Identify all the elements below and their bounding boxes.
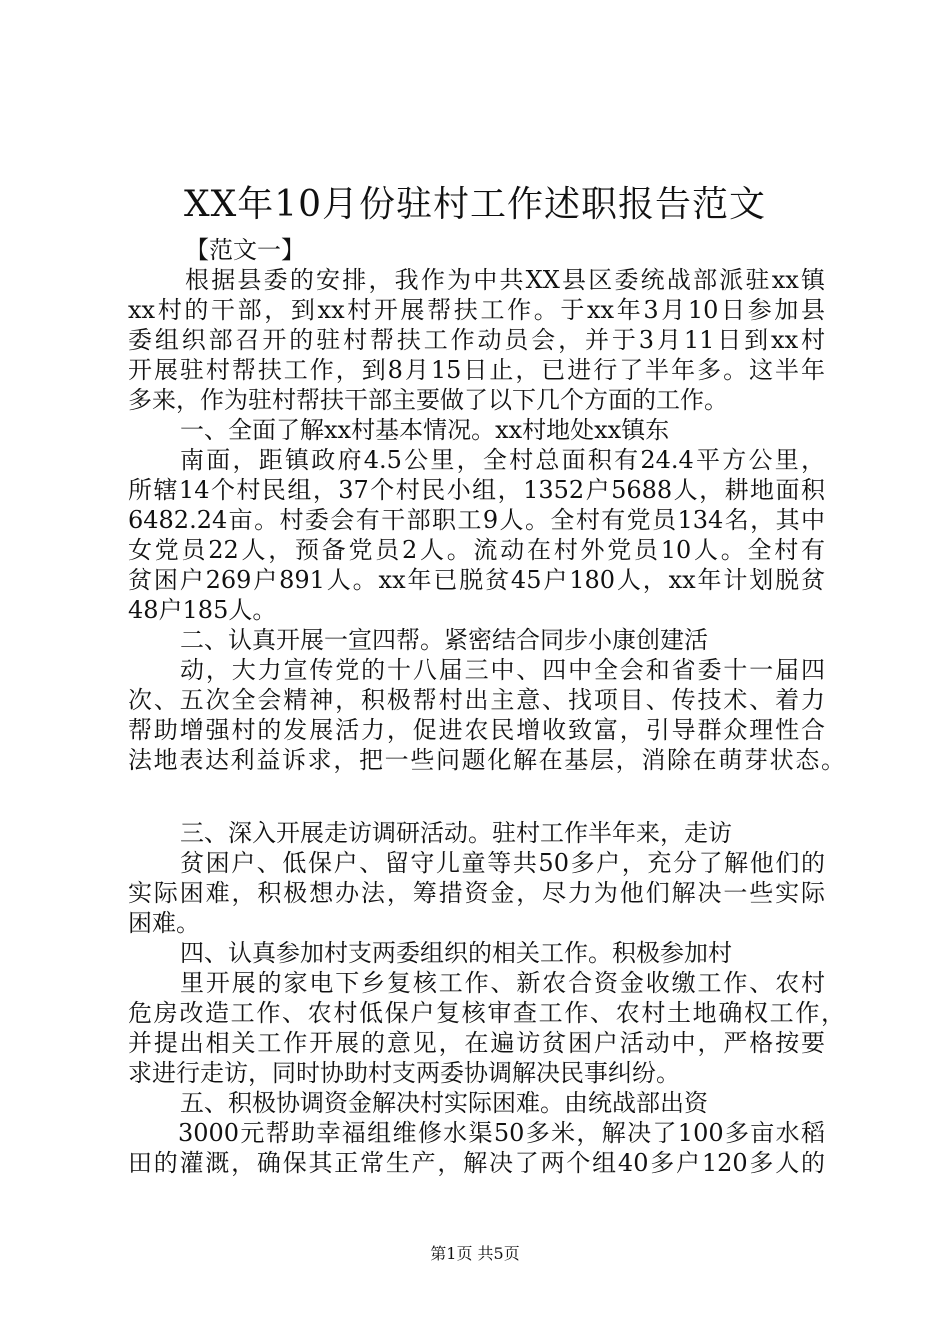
paragraph-line: 困难。 [128,909,200,937]
paragraph-line: 多来，作为驻村帮扶干部主要做了以下几个方面的工作。 [128,386,728,414]
paragraph-line: 贫困户269户891人。xx年已脱贫45户180人，xx年计划脱贫 [128,566,825,594]
paragraph-line: 所辖14个村民组，37个村民小组，1352户5688人，耕地面积 [128,476,825,504]
paragraph-line: 田的灌溉，确保其正常生产，解决了两个组40多户120多人的 [128,1149,825,1177]
document-title: XX年10月份驻村工作述职报告范文 [183,184,767,225]
paragraph-line: 南面，距镇政府4.5公里，全村总面积有24.4平方公里， [180,446,825,474]
section-heading: 【范文一】 [185,236,305,264]
paragraph-line: 求进行走访，同时协助村支两委协调解决民事纠纷。 [128,1059,680,1087]
paragraph-line: 委组织部召开的驻村帮扶工作动员会，并于3月11日到xx村 [128,326,825,354]
paragraph-line: 危房改造工作、农村低保户复核审查工作、农村土地确权工作， [128,999,845,1027]
paragraph-line: 女党员22人，预备党员2人。流动在村外党员10人。全村有 [128,536,825,564]
paragraph-line: 帮助增强村的发展活力，促进农民增收致富，引导群众理性合 [128,716,825,744]
paragraph-line: 根据县委的安排，我作为中共XX县区委统战部派驻xx镇 [185,266,825,294]
paragraph-line: 并提出相关工作开展的意见，在遍访贫困户活动中，严格按要 [128,1029,825,1057]
paragraph-line: 次、五次全会精神，积极帮村出主意、找项目、传技术、着力 [128,686,825,714]
paragraph-line: 一、全面了解xx村基本情况。xx村地处xx镇东 [180,416,670,444]
paragraph-line: 实际困难，积极想办法，筹措资金，尽力为他们解决一些实际 [128,879,825,907]
paragraph-line: 48户185人。 [128,596,277,624]
paragraph-line: 6482.24亩。村委会有干部职工9人。全村有党员134名，其中 [128,506,825,534]
paragraph-line: 四、认真参加村支两委组织的相关工作。积极参加村 [180,939,732,967]
paragraph-line: 二、认真开展一宣四帮。紧密结合同步小康创建活 [180,626,708,654]
paragraph-line: 法地表达利益诉求，把一些问题化解在基层，消除在萌芽状态。 [128,746,845,774]
paragraph-line: 开展驻村帮扶工作，到8月15日止，已进行了半年多。这半年 [128,356,825,384]
paragraph-line: 五、积极协调资金解决村实际困难。由统战部出资 [180,1089,708,1117]
paragraph-line: 贫困户、低保户、留守儿童等共50多户，充分了解他们的 [180,849,825,877]
paragraph-line: 动，大力宣传党的十八届三中、四中全会和省委十一届四 [180,656,825,684]
page-number-footer: 第1页 共5页 [430,1244,520,1263]
paragraph-line: 里开展的家电下乡复核工作、新农合资金收缴工作、农村 [180,969,825,997]
paragraph-line: 三、深入开展走访调研活动。驻村工作半年来，走访 [180,819,732,847]
paragraph-line: xx村的干部，到xx村开展帮扶工作。于xx年3月10日参加县 [128,296,825,324]
paragraph-line: 3000元帮助幸福组维修水渠50多米，解决了100多亩水稻 [178,1119,825,1147]
